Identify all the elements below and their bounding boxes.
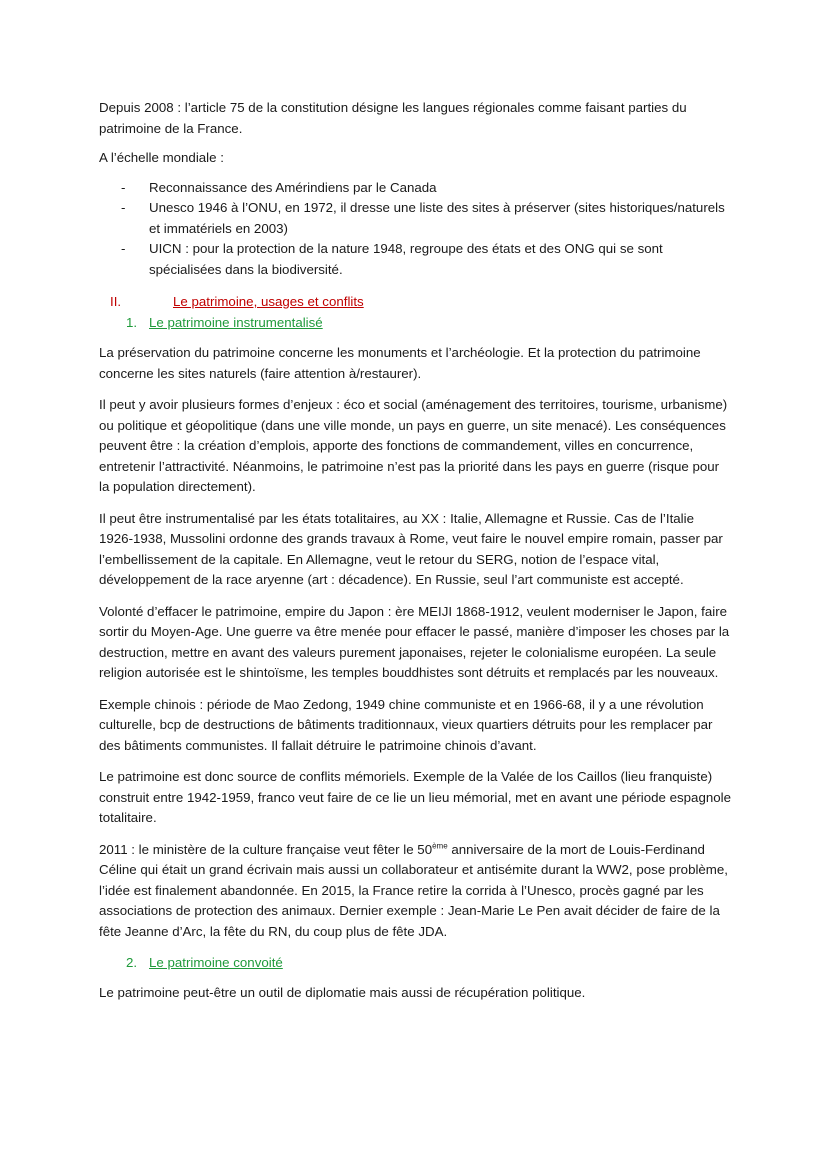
subsection-title: Le patrimoine instrumentalisé	[149, 315, 323, 330]
body-paragraph: Le patrimoine est donc source de conflits mémoriels. Exemple de la Valée de los Caillos (lieu franquiste) construit entre 1942-1959, franco veut faire de ce lie un lieu mémorial, met en avant une période espagnole totalitaire.	[99, 769, 731, 825]
section-number: II.	[110, 294, 122, 309]
subsection-heading	[99, 313, 731, 334]
body-paragraph: Il peut y avoir plusieurs formes d’enjeux : éco et social (aménagement des territoires, tourisme, urbanisme) ou politique et géopolitique (dans une ville monde, un pays en guerre, un site menacé). Les conséquences peuvent être : la création d’emplois, apporte des fonctions de commandement, villes en concurrence, entretenir l’attractivité. Néanmoins, le patrimoine n’est pas la priorité dans les pays en guerre (risque pour la population directement).	[99, 397, 728, 494]
paragraph-text: 2011 : le ministère de la culture française veut fêter le 50	[99, 841, 433, 857]
body-paragraph: La préservation du patrimoine concerne les monuments et l’archéologie. Et la protection du patrimoine concerne les sites naturels (faire attention à/restaurer).	[99, 345, 701, 381]
body-paragraph: Il peut être instrumentalisé par les états totalitaires, au XX : Italie, Allemagne et Russie. Cas de l’Italie 1926-1938, Mussolini ordonne des grands travaux à Rome, veut faire le nouvel empire romain, passer par l’embellissement de la capitale. En Allemagne, veut le retour du SERG, notion de l’espace vital, développement de la race aryenne (art : décadence). En Russie, seul l’art communiste est accepté.	[99, 510, 723, 587]
subsection-number: 2.	[126, 955, 138, 970]
paragraph-text: anniversaire de la mort de Louis-Ferdinand Céline qui était un grand écrivain mais aussi un collaborateur et antisémite durant la WW2, pose problème, l’idée est finalement abandonnée. En 2015, la France retire la corrida à l’Unesco, procès gagné par les associations de protection des animaux. Dernier exemple : Jean-Marie Le Pen avait décider de faire de la fête Jeanne d’Arc, la fête du RN, du coup plus de fête JDA.	[99, 841, 728, 939]
superscript-suffix: ème	[432, 841, 448, 851]
subsection-heading	[99, 953, 731, 974]
subsection-title: Le patrimoine convoité	[149, 955, 283, 970]
list-item-text: Unesco 1946 à l’ONU, en 1972, il dresse une liste des sites à préserver (sites historiques/naturels et immatériels en 2003)	[149, 200, 725, 236]
list-item	[99, 198, 731, 239]
dash-bullet: -	[121, 241, 126, 256]
closing-paragraph: Le patrimoine peut-être un outil de diplomatie mais aussi de récupération politique.	[99, 985, 586, 1000]
intro-paragraph: Depuis 2008 : l’article 75 de la constitution désigne les langues régionales comme faisant parties du patrimoine de la France.	[99, 100, 687, 136]
list-item-text: Reconnaissance des Amérindiens par le Canada	[149, 179, 437, 195]
dash-bullet: -	[121, 200, 126, 215]
global-list	[99, 178, 731, 281]
body-paragraph: Volonté d’effacer le patrimoine, empire du Japon : ère MEIJI 1868-1912, veulent moderniser le Japon, faire sortir du Moyen-Age. Une guerre va être menée pour effacer le passé, manière d’imposer les choses par la destruction, mettre en avant des valeurs purement japonaises, rejeter le colonialisme européen. La seule religion autorisée est le shintoïsme, les temples bouddhistes sont détruits et remplacés par les nouveaux.	[99, 603, 730, 680]
section-title: Le patrimoine, usages et conflits	[173, 294, 364, 309]
list-item	[99, 239, 731, 280]
subsection-number: 1.	[126, 315, 138, 330]
body-paragraph: Exemple chinois : période de Mao Zedong, 1949 chine communiste et en 1966-68, il y a une révolution culturelle, bcp de destructions de bâtiments traditionnaux, vieux quartiers détruits pour les remplacer par des bâtiments communistes. Il fallait détruire le patrimoine chinois d’avant.	[99, 696, 713, 753]
body-paragraph	[99, 840, 731, 943]
document-page	[99, 98, 731, 1015]
dash-bullet: -	[121, 179, 126, 195]
list-item-text: UICN : pour la protection de la nature 1948, regroupe des états et des ONG qui se sont spécialisées dans la biodiversité.	[149, 241, 663, 277]
section-heading	[99, 292, 731, 313]
scale-heading: A l’échelle mondiale :	[99, 150, 224, 165]
list-item	[99, 178, 731, 199]
